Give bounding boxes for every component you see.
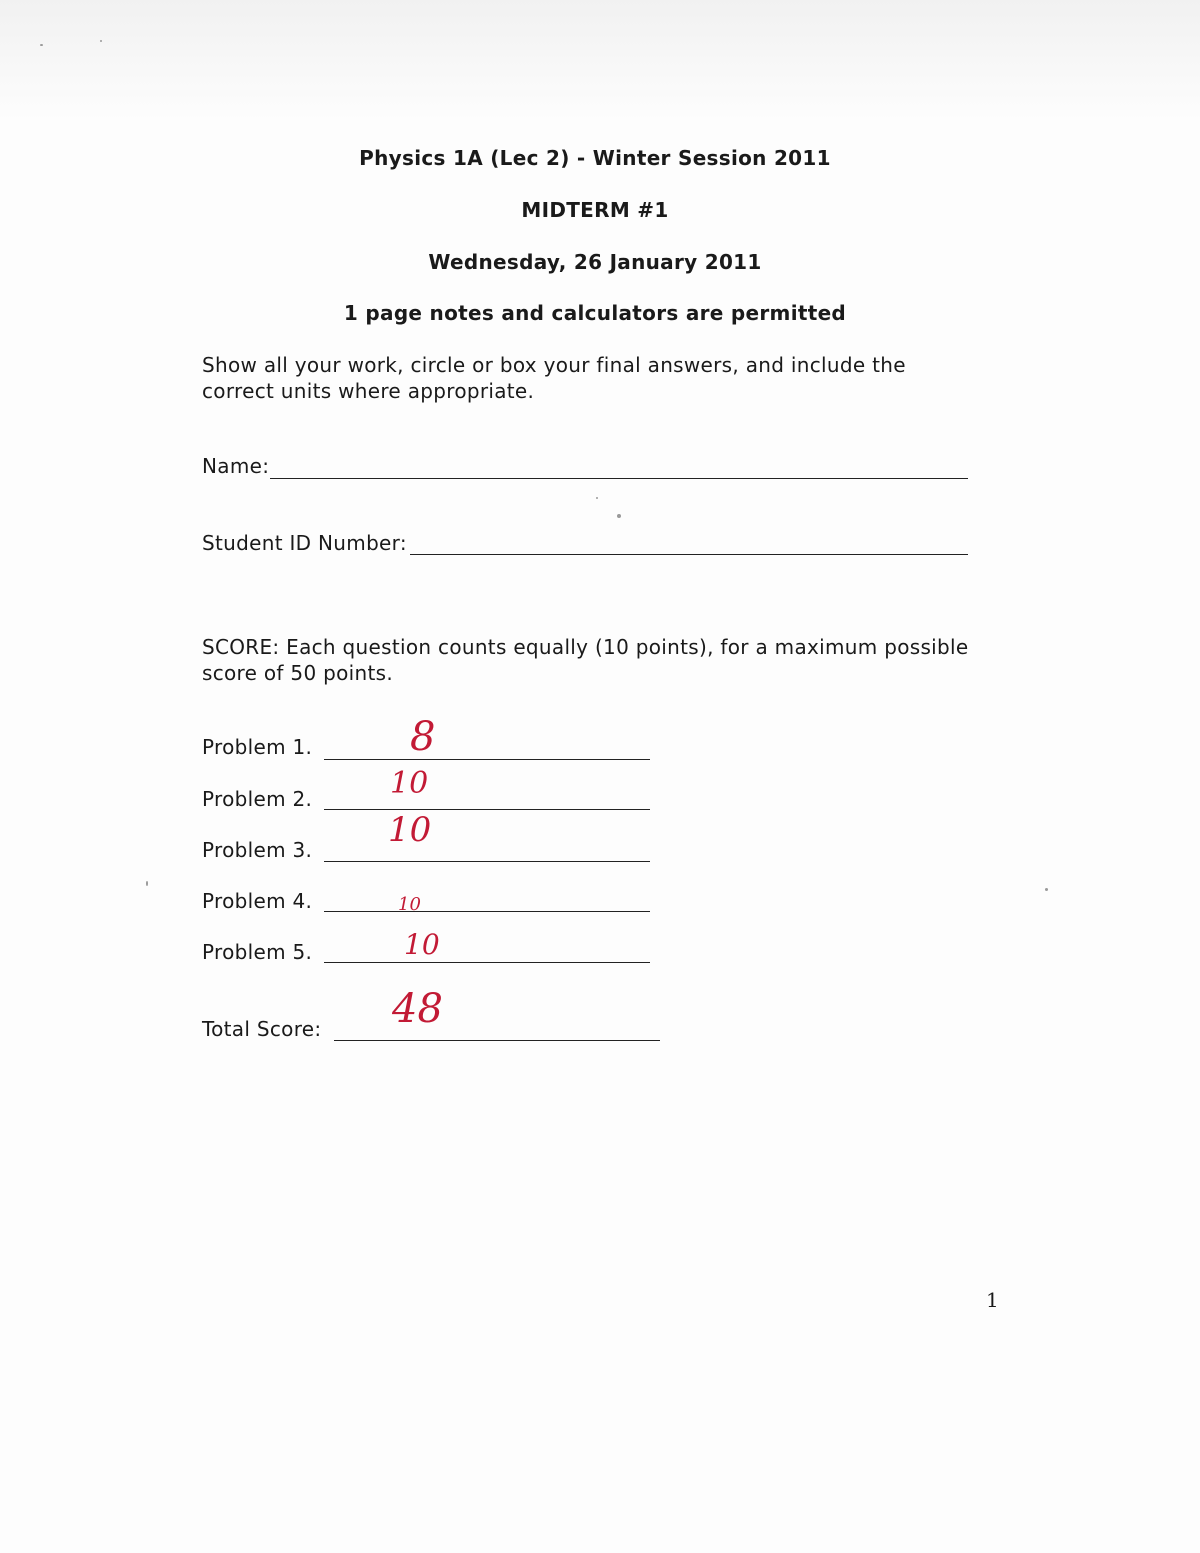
problem-1-label: Problem 1. xyxy=(202,735,313,759)
instructions-line-1: Show all your work, circle or box your final answers, and include the xyxy=(202,353,906,377)
total-score-value: 48 xyxy=(392,986,443,1032)
instructions-line-2: correct units where appropriate. xyxy=(202,379,535,403)
problem-4-score: 10 xyxy=(398,894,421,915)
scan-speck xyxy=(100,40,102,42)
student-id-line xyxy=(410,554,968,555)
scoring-info xyxy=(202,634,969,686)
problem-5-score: 10 xyxy=(404,928,440,961)
scan-speck xyxy=(596,497,598,499)
scan-speck xyxy=(146,881,148,886)
scoring-line-1: SCORE: Each question counts equally (10 points), for a maximum possible xyxy=(202,635,969,659)
name-label: Name: xyxy=(202,454,270,478)
page-number: 1 xyxy=(986,1288,999,1312)
problem-5-line xyxy=(324,962,650,963)
permitted-materials: 1 page notes and calculators are permitted xyxy=(343,301,847,325)
problem-2-line xyxy=(324,809,650,810)
total-score-line xyxy=(334,1040,660,1041)
problem-2-score: 10 xyxy=(390,766,429,801)
problem-3-score: 10 xyxy=(388,810,432,850)
problem-3-label: Problem 3. xyxy=(202,838,313,862)
problem-4-line xyxy=(324,911,650,912)
student-id-label: Student ID Number: xyxy=(202,531,407,555)
scan-speck xyxy=(1045,888,1048,891)
problem-5-label: Problem 5. xyxy=(202,940,313,964)
problem-4-label: Problem 4. xyxy=(202,889,313,913)
scan-shadow xyxy=(0,0,1200,120)
problem-1-score: 8 xyxy=(410,714,436,760)
total-score-label: Total Score: xyxy=(202,1017,322,1041)
problem-1-line xyxy=(324,759,650,760)
exam-date: Wednesday, 26 January 2011 xyxy=(428,250,762,274)
scoring-line-2: score of 50 points. xyxy=(202,661,394,685)
exam-title: MIDTERM #1 xyxy=(521,198,669,222)
problem-3-line xyxy=(324,861,650,862)
scan-speck xyxy=(40,44,43,46)
instructions xyxy=(202,352,906,404)
scan-speck xyxy=(617,514,621,518)
name-line xyxy=(270,478,968,479)
course-title: Physics 1A (Lec 2) - Winter Session 2011 xyxy=(359,146,831,170)
problem-2-label: Problem 2. xyxy=(202,787,313,811)
